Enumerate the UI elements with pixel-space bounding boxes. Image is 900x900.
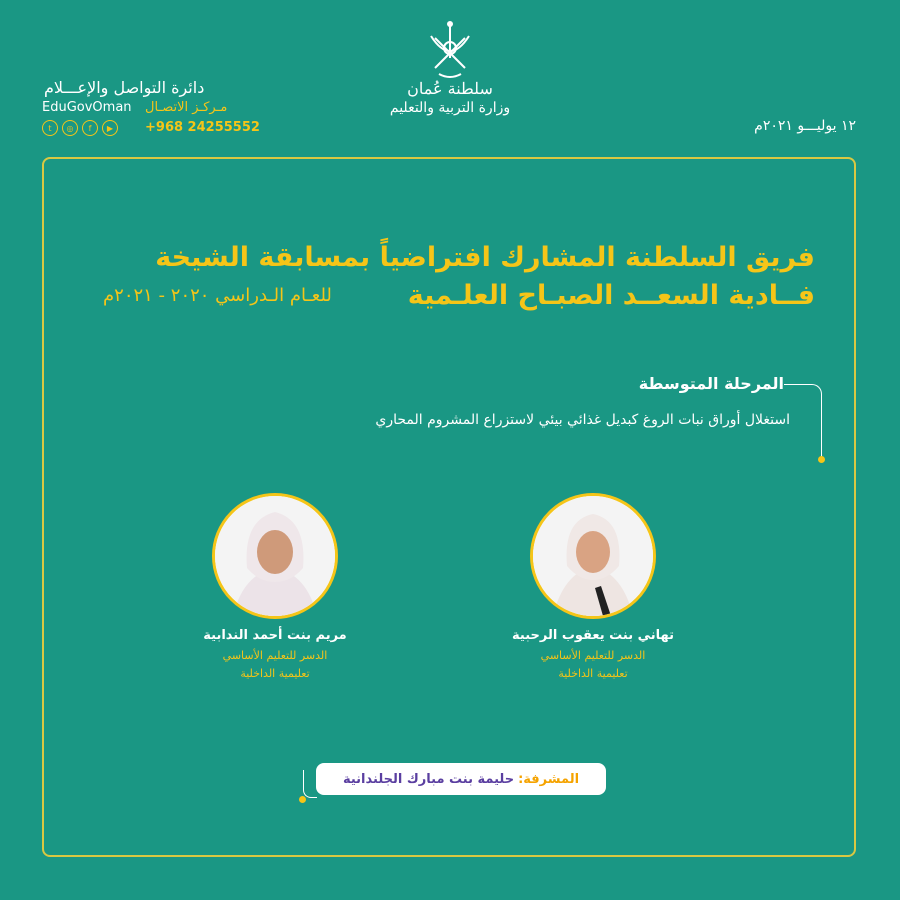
- headline-line2: فــادية السعــد الصبـاح العلـمية: [407, 280, 815, 311]
- bracket-dot: [818, 456, 825, 463]
- supervisor-dot: [299, 796, 306, 803]
- twitter-icon[interactable]: t: [42, 120, 58, 136]
- student-school: الدسر للتعليم الأساسي: [540, 649, 646, 662]
- facebook-icon[interactable]: f: [82, 120, 98, 136]
- contact-label: مـركـز الاتصـال: [145, 100, 228, 115]
- student-photo-1: [530, 493, 656, 619]
- supervisor-name: حليمة بنت مبارك الجلندانية: [342, 771, 515, 787]
- department-title: دائرة التواصل والإعـــلام: [44, 78, 205, 97]
- supervisor-label: المشرفة:: [518, 771, 580, 787]
- student-card-2: [165, 628, 385, 683]
- ministry-name-line1: سلطنة عُمان: [407, 79, 493, 98]
- youtube-icon[interactable]: ▶: [102, 120, 118, 136]
- instagram-icon[interactable]: ◎: [62, 120, 78, 136]
- post-date: ١٢ يوليـــو ٢٠٢١م: [754, 118, 856, 134]
- supervisor-bracket: [303, 770, 317, 798]
- student-card-1: [483, 628, 703, 683]
- brand-handle: EduGovOman: [42, 100, 132, 115]
- student-name: تهاني بنت يعقوب الرحبية: [512, 628, 674, 643]
- student-school: الدسر للتعليم الأساسي: [222, 649, 328, 662]
- headline-line1: فريق السلطنة المشارك افتراضياً بمسابقة الشيخة: [155, 242, 815, 273]
- oman-emblem-icon: [421, 18, 479, 82]
- student-region: تعليمية الداخلية: [240, 667, 310, 680]
- student-photo-2: [212, 493, 338, 619]
- academic-year: للعـام الـدراسي ٢٠٢٠ - ٢٠٢١م: [103, 285, 332, 306]
- phone-number: +968 24255552: [145, 120, 260, 135]
- student-name: مريم بنت أحمد الندابية: [203, 628, 347, 643]
- stage-title: المرحلة المتوسطة: [638, 374, 784, 393]
- project-title: استغلال أوراق نبات الروغ كبديل غذائي بيئي لاستزراع المشروم المحاري: [375, 412, 790, 428]
- student-region: تعليمية الداخلية: [558, 667, 628, 680]
- supervisor-pill: [316, 763, 606, 795]
- social-icons: [42, 120, 118, 136]
- ministry-name-line2: وزارة التربية والتعليم: [389, 100, 511, 116]
